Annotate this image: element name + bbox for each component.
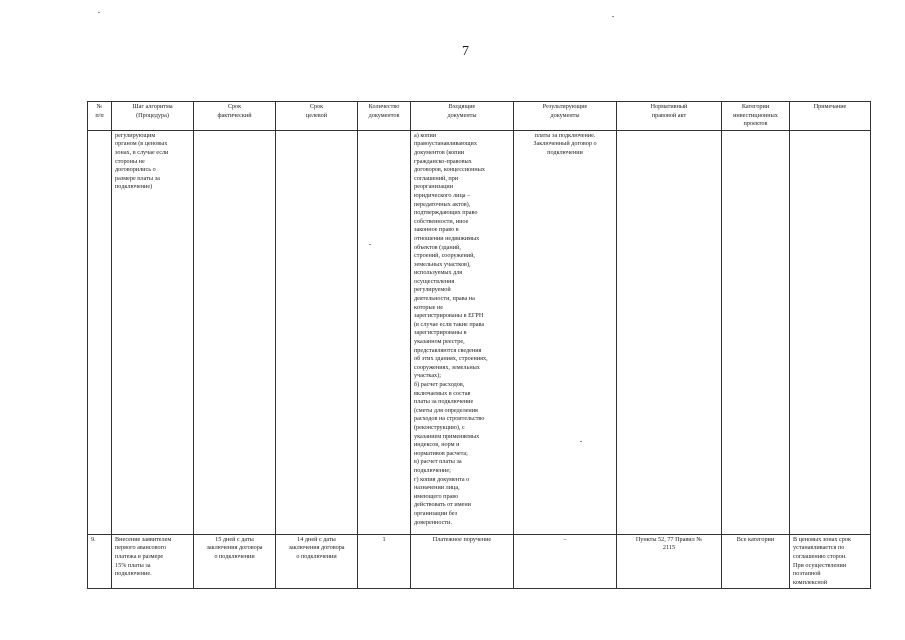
cont-target-term — [276, 130, 358, 534]
cont-doc-count — [358, 130, 411, 534]
header-legal-act: Нормативный правовой акт — [617, 102, 722, 131]
row9-step: Внесение заявителем первого авансового платежа в размере 15% платы за подключение. — [112, 534, 194, 589]
scan-speck — [612, 16, 614, 17]
cont-note — [790, 130, 871, 534]
header-incoming: Входящие документы — [411, 102, 514, 131]
header-doc-count: Количество документов — [358, 102, 411, 131]
cont-actual-term — [194, 130, 276, 534]
header-row — [88, 102, 871, 131]
row9-target-term: 14 дней с даты заключения договора о подключении — [276, 534, 358, 589]
cont-legal-act — [617, 130, 722, 534]
scan-speck — [580, 441, 582, 442]
procedure-table — [87, 101, 871, 589]
header-note: Примечание — [790, 102, 871, 131]
row9-num: 9. — [88, 534, 112, 589]
scan-speck — [98, 12, 100, 13]
header-categories: Категории инвестиционных проектов — [722, 102, 790, 131]
cont-categories — [722, 130, 790, 534]
row9-incoming: Платежное поручение — [411, 534, 514, 589]
cont-result: платы за подключение. Заключенный договор о подключении — [514, 130, 617, 534]
row9-legal-act: Пункты 52, 77 Правил № 2115 — [617, 534, 722, 589]
header-num: № п/п — [88, 102, 112, 131]
row9-doc-count: 1 — [358, 534, 411, 589]
row9-result: – — [514, 534, 617, 589]
cont-num — [88, 130, 112, 534]
cont-incoming: а) копии правоустанавливающих документов (копии гражданско-правовых договоров, концессионных соглашений, при реорганизации юридического лица – передаточных актов), подтверждающих право собственности, иное законное право в отношении недвижимых объектов (зданий, строений, сооружений, земельных участков), используемых для осуществления регулируемой деятельности, права на которые не зарегистрированы в ЕГРН (в случае если такие права зарегистрированы в указанном реестре, представляются сведения об этих зданиях, строениях, сооружениях, земельных участках); б) расчет расходов, включаемых в состав платы за подключение (сметы для определения расходов на строительство (реконструкцию), с указанием применяемых индексов, норм и нормативов расчета; в) расчет платы за подключение; г) копия документа о назначении лица, имеющего право действовать от имени организации без доверенности. — [411, 130, 514, 534]
page-number: 7 — [462, 44, 469, 59]
row9-note: В ценовых зонах срок устанавливается по соглашению сторон. При осуществлении поэтапной комплексной — [790, 534, 871, 589]
header-target-term: Срок целевой — [276, 102, 358, 131]
header-actual-term: Срок фактический — [194, 102, 276, 131]
header-step: Шаг алгоритма (Процедура) — [112, 102, 194, 131]
table-row-continuation — [88, 130, 871, 534]
row9-actual-term: 15 дней с даты заключения договора о подключении — [194, 534, 276, 589]
scan-speck — [369, 244, 371, 245]
row9-categories: Все категории — [722, 534, 790, 589]
table-row-9 — [88, 534, 871, 589]
header-result: Результирующие документы — [514, 102, 617, 131]
cont-step: регулирующим органом (в ценовых зонах, в случае если стороны не договорились о размере платы за подключение) — [112, 130, 194, 534]
